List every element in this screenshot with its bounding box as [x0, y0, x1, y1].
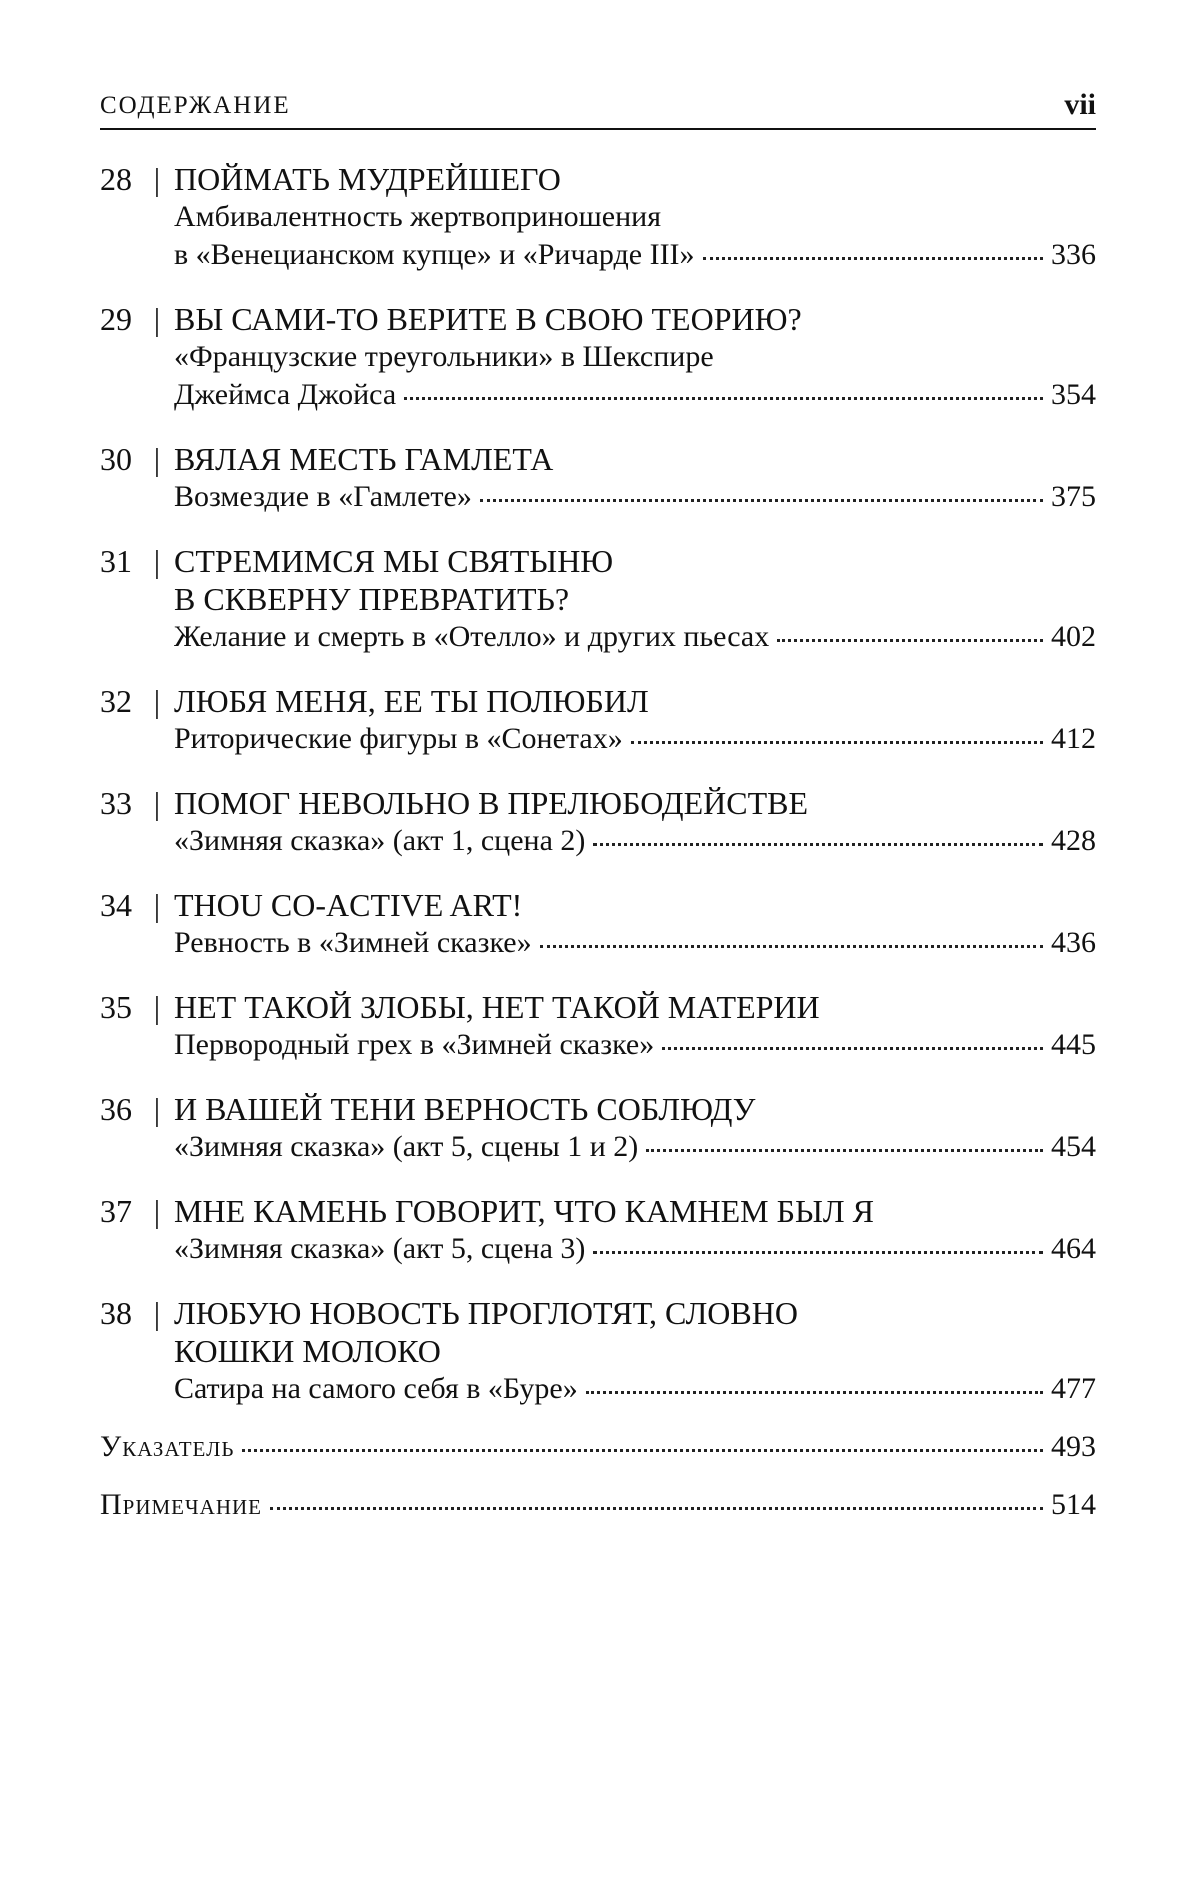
toc-entry: [100, 988, 1096, 1064]
running-header-page-number: vii: [1064, 88, 1096, 121]
chapter-title: [174, 886, 1096, 924]
chapter-subtitle-leader-line: [174, 236, 1096, 274]
dot-leader: [593, 1245, 1043, 1254]
separator-bar: |: [153, 887, 161, 923]
chapter-title: [174, 160, 1096, 198]
chapter-subtitle: [174, 1370, 1096, 1408]
chapter-heading: [100, 886, 1096, 924]
chapter-heading: [100, 1294, 1096, 1370]
chapter-subtitle-leader-line: [174, 1026, 1096, 1064]
chapter-title-line: ВЫ САМИ-ТО ВЕРИТЕ В СВОЮ ТЕОРИЮ?: [174, 301, 802, 337]
chapter-number: 31: [100, 543, 132, 579]
chapter-heading: [100, 542, 1096, 618]
toc-entry: [100, 300, 1096, 414]
chapter-subtitle-leader-line: [174, 376, 1096, 414]
toc-entry: [100, 160, 1096, 274]
dot-leader: [593, 837, 1043, 846]
chapter-title-line: ПОМОГ НЕВОЛЬНО В ПРЕЛЮБОДЕЙСТВЕ: [174, 785, 808, 821]
chapter-subtitle: [174, 618, 1096, 656]
chapter-title: [174, 300, 1096, 338]
separator-bar: |: [153, 1091, 161, 1127]
chapter-subtitle-line: «Зимняя сказка» (акт 5, сцены 1 и 2): [174, 1130, 639, 1163]
chapter-title: [174, 1294, 1096, 1370]
chapter-title-line: ЛЮБУЮ НОВОСТЬ ПРОГЛОТЯТ, СЛОВНО: [174, 1295, 798, 1331]
chapter-number: 37: [100, 1193, 132, 1229]
toc-entry: [100, 1090, 1096, 1166]
dot-leader: [586, 1385, 1043, 1394]
chapter-heading: [100, 300, 1096, 338]
chapter-title-line: СТРЕМИМСЯ МЫ СВЯТЫНЮ: [174, 543, 614, 579]
page-number: 428: [1051, 824, 1096, 857]
dot-leader: [242, 1443, 1043, 1452]
chapter-subtitle-line: Первородный грех в «Зимней сказке»: [174, 1028, 655, 1061]
chapter-title-line: ПОЙМАТЬ МУДРЕЙШЕГО: [174, 161, 561, 197]
chapter-subtitle-line: «Зимняя сказка» (акт 5, сцена 3): [174, 1232, 586, 1265]
separator-bar: |: [153, 989, 161, 1025]
chapter-heading: [100, 988, 1096, 1026]
chapter-subtitle-line: Сатира на самого себя в «Буре»: [174, 1372, 578, 1405]
separator-bar: |: [153, 441, 161, 477]
chapter-number: 34: [100, 887, 132, 923]
page-number: 454: [1051, 1130, 1096, 1163]
chapter-title-line: В СКВЕРНУ ПРЕВРАТИТЬ?: [174, 581, 570, 617]
page-number: 477: [1051, 1372, 1096, 1405]
dot-leader: [404, 391, 1043, 400]
chapter-subtitle: [174, 924, 1096, 962]
chapter-number: 28: [100, 161, 132, 197]
page-number: 436: [1051, 926, 1096, 959]
chapter-subtitle: [174, 1230, 1096, 1268]
toc-entry: [100, 784, 1096, 860]
toc-entry: [100, 682, 1096, 758]
chapter-subtitle-line: Ревность в «Зимней сказке»: [174, 926, 532, 959]
chapter-subtitle-leader-line: [174, 924, 1096, 962]
dot-leader: [480, 493, 1043, 502]
separator-bar: |: [153, 1193, 161, 1229]
chapter-heading: [100, 682, 1096, 720]
chapter-number: 29: [100, 301, 132, 337]
dot-leader: [631, 735, 1043, 744]
chapter-subtitle-line: в «Венецианском купце» и «Ричарде III»: [174, 238, 695, 271]
page-number: 493: [1051, 1430, 1096, 1463]
separator-bar: |: [153, 161, 161, 197]
chapter-title: [174, 1090, 1096, 1128]
toc-entry: [100, 1192, 1096, 1268]
chapter-subtitle-leader-line: [174, 478, 1096, 516]
chapter-subtitle-leader-line: [174, 1128, 1096, 1166]
running-header-title: СОДЕРЖАНИЕ: [100, 92, 291, 119]
chapter-heading: [100, 440, 1096, 478]
chapter-subtitle-line: Возмездие в «Гамлете»: [174, 480, 472, 513]
chapter-title-line: И ВАШЕЙ ТЕНИ ВЕРНОСТЬ СОБЛЮДУ: [174, 1091, 756, 1127]
back-matter-entry: [100, 1428, 1096, 1466]
page-number: 375: [1051, 480, 1096, 513]
page-number: 354: [1051, 378, 1096, 411]
running-header: [100, 88, 1096, 130]
chapter-title: [174, 542, 1096, 618]
chapter-subtitle: [174, 338, 1096, 414]
page-number: 412: [1051, 722, 1096, 755]
toc-back-matter: [100, 1428, 1096, 1544]
page-number: 402: [1051, 620, 1096, 653]
chapter-subtitle-leader-line: [174, 720, 1096, 758]
chapter-number: 35: [100, 989, 132, 1025]
page-number: 514: [1051, 1488, 1096, 1521]
chapter-title-line: КОШКИ МОЛОКО: [174, 1333, 441, 1369]
dot-leader: [540, 939, 1043, 948]
chapter-heading: [100, 1192, 1096, 1230]
separator-bar: |: [153, 785, 161, 821]
back-matter-entry: [100, 1486, 1096, 1524]
chapter-title: [174, 1192, 1096, 1230]
separator-bar: |: [153, 1295, 161, 1331]
separator-bar: |: [153, 301, 161, 337]
toc-entry: [100, 440, 1096, 516]
chapter-subtitle: [174, 1026, 1096, 1064]
chapter-title: [174, 988, 1096, 1026]
chapter-heading: [100, 1090, 1096, 1128]
chapter-subtitle-leader-line: [174, 618, 1096, 656]
dot-leader: [646, 1143, 1043, 1152]
chapter-subtitle: [174, 720, 1096, 758]
toc-entry: [100, 1294, 1096, 1408]
dot-leader: [703, 251, 1043, 260]
chapter-subtitle-line: «Зимняя сказка» (акт 1, сцена 2): [174, 824, 586, 857]
chapter-subtitle-line: Желание и смерть в «Отелло» и других пьесах: [174, 620, 770, 653]
chapter-subtitle-line: «Французские треугольники» в Шекспире: [174, 340, 714, 373]
chapter-subtitle: [174, 822, 1096, 860]
chapter-subtitle-leader-line: [174, 1370, 1096, 1408]
chapter-heading: [100, 160, 1096, 198]
chapter-number: 38: [100, 1295, 132, 1331]
chapter-title: [174, 784, 1096, 822]
chapter-subtitle: [174, 1128, 1096, 1166]
chapter-title: [174, 440, 1096, 478]
chapter-number: 32: [100, 683, 132, 719]
dot-leader: [662, 1041, 1043, 1050]
chapter-title-line: НЕТ ТАКОЙ ЗЛОБЫ, НЕТ ТАКОЙ МАТЕРИИ: [174, 989, 820, 1025]
chapter-number: 33: [100, 785, 132, 821]
chapter-subtitle: [174, 198, 1096, 274]
chapter-title-line: ЛЮБЯ МЕНЯ, ЕЕ ТЫ ПОЛЮБИЛ: [174, 683, 649, 719]
chapter-title-line: МНЕ КАМЕНЬ ГОВОРИТ, ЧТО КАМНЕМ БЫЛ Я: [174, 1193, 874, 1229]
chapter-subtitle-line: Джеймса Джойса: [174, 378, 397, 411]
separator-bar: |: [153, 683, 161, 719]
toc-entry: [100, 886, 1096, 962]
chapter-subtitle-line: Риторические фигуры в «Сонетах»: [174, 722, 623, 755]
page-number: 445: [1051, 1028, 1096, 1061]
chapter-subtitle-line: Амбивалентность жертвоприношения: [174, 200, 661, 233]
chapter-subtitle-leader-line: [174, 822, 1096, 860]
page-number: 464: [1051, 1232, 1096, 1265]
dot-leader: [270, 1501, 1043, 1510]
back-matter-label: Указатель: [100, 1430, 235, 1463]
separator-bar: |: [153, 543, 161, 579]
chapter-title-line: THOU CO-ACTIVE ART!: [174, 887, 523, 923]
dot-leader: [777, 633, 1043, 642]
chapter-title-line: ВЯЛАЯ МЕСТЬ ГАМЛЕТА: [174, 441, 554, 477]
chapter-subtitle-leader-line: [174, 1230, 1096, 1268]
chapter-heading: [100, 784, 1096, 822]
chapter-subtitle: [174, 478, 1096, 516]
page-number: 336: [1051, 238, 1096, 271]
back-matter-label: Примечание: [100, 1488, 262, 1521]
chapter-number: 36: [100, 1091, 132, 1127]
toc-entries: [100, 160, 1096, 1434]
chapter-number: 30: [100, 441, 132, 477]
chapter-title: [174, 682, 1096, 720]
toc-entry: [100, 542, 1096, 656]
